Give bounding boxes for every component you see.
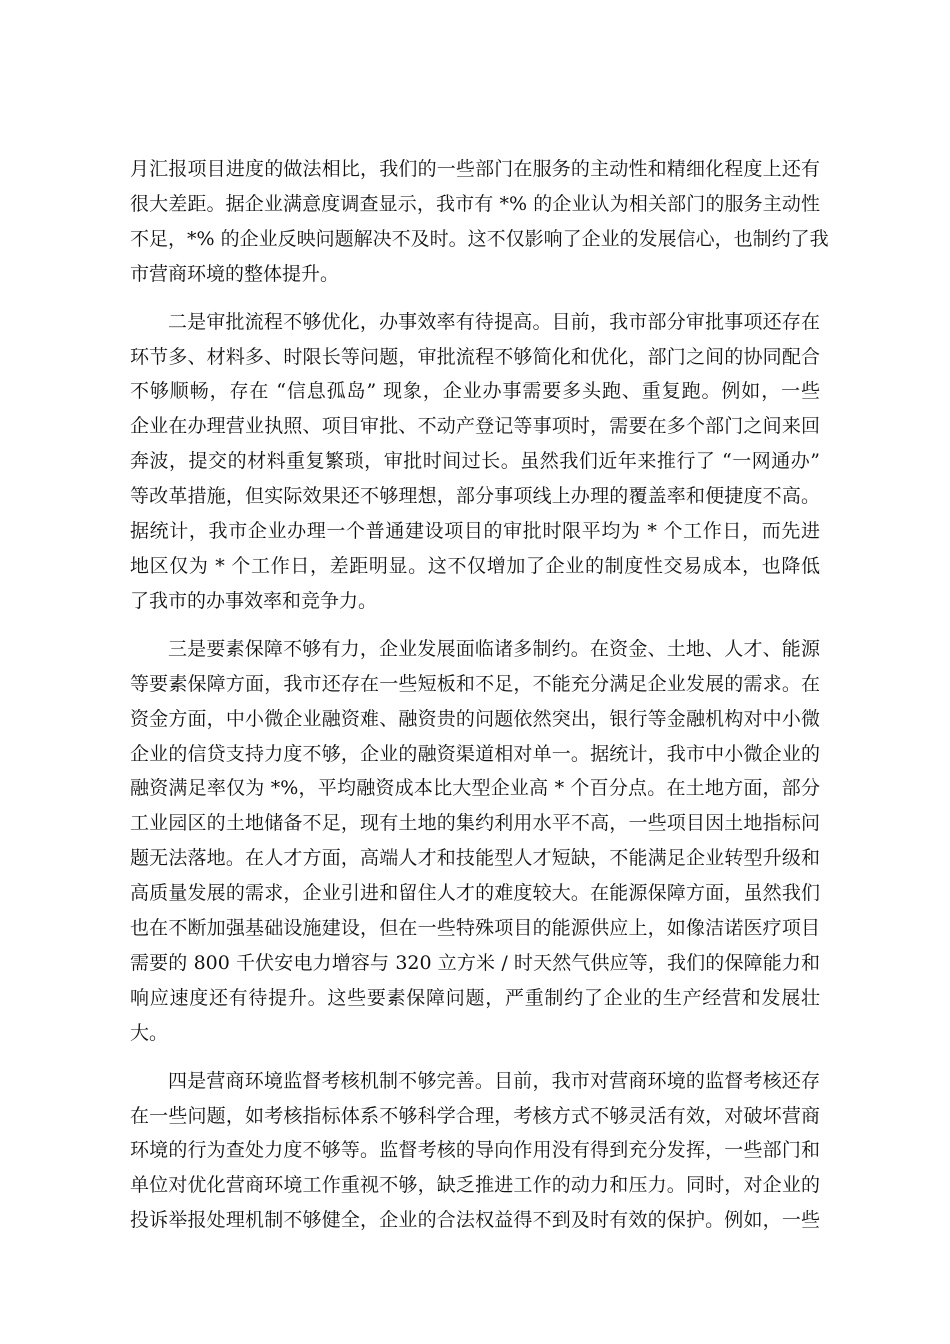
text-line: 月汇报项目进度的做法相比，我们的一些部门在服务的主动性和精细化程度上还有 [130, 158, 820, 180]
text-line: 了我市的办事效率和竞争力。 [130, 589, 378, 612]
text-line: 融资满足率仅为 *%，平均融资成本比大型企业高 * 个百分点。在土地方面，部分 [130, 777, 820, 800]
text-line: 据统计，我市企业办理一个普通建设项目的审批时限平均为 * 个工作日，而先进 [130, 520, 820, 543]
text-line: 企业的信贷支持力度不够，企业的融资渠道相对单一。据统计，我市中小微企业的 [130, 742, 820, 765]
text-line: 大。 [130, 1021, 169, 1044]
text-line: 不够顺畅，存在 “信息孤岛” 现象，企业办事需要多头跑、重复跑。例如，一些 [130, 380, 820, 403]
paragraph [130, 305, 820, 619]
paragraph [130, 1064, 820, 1239]
text-line: 不足，*% 的企业反映问题解决不及时。这不仅影响了企业的发展信心，也制约了我 [130, 227, 829, 250]
text-line: 环节多、材料多、时限长等问题，审批流程不够简化和优化，部门之间的协同配合 [130, 345, 820, 368]
text-line: 很大差距。据企业满意度调查显示，我市有 *% 的企业认为相关部门的服务主动性 [130, 192, 820, 215]
text-line: 企业在办理营业执照、项目审批、不动产登记等事项时，需要在多个部门之间来回 [130, 415, 820, 438]
text-line: 地区仅为 * 个工作日，差距明显。这不仅增加了企业的制度性交易成本，也降低 [130, 554, 820, 577]
text-line: 单位对优化营商环境工作重视不够，缺乏推进工作的动力和压力。同时，对企业的 [130, 1174, 820, 1197]
text-line: 奔波，提交的材料重复繁琐，审批时间过长。虽然我们近年来推行了 “一网通办” [130, 450, 820, 473]
text-line: 资金方面，中小微企业融资难、融资贵的问题依然突出，银行等金融机构对中小微 [130, 707, 820, 730]
text-line: 环境的行为查处力度不够等。监督考核的导向作用没有得到充分发挥，一些部门和 [130, 1139, 820, 1162]
text-line: 需要的 800 千伏安电力增容与 320 立方米 / 时天然气供应等，我们的保障能力和 [130, 951, 820, 974]
text-line: 高质量发展的需求，企业引进和留住人才的难度较大。在能源保障方面，虽然我们 [130, 882, 820, 905]
text-line: 三是要素保障不够有力，企业发展面临诸多制约。在资金、土地、人才、能源 [168, 637, 820, 660]
text-line: 题无法落地。在人才方面，高端人才和技能型人才短缺，不能满足企业转型升级和 [130, 847, 820, 870]
text-line: 等要素保障方面，我市还存在一些短板和不足，不能充分满足企业发展的需求。在 [130, 672, 820, 695]
text-line: 四是营商环境监督考核机制不够完善。目前，我市对营商环境的监督考核还存 [168, 1069, 820, 1092]
text-line: 响应速度还有待提升。这些要素保障问题，严重制约了企业的生产经营和发展壮 [130, 986, 820, 1009]
text-line: 在一些问题，如考核指标体系不够科学合理，考核方式不够灵活有效，对破坏营商 [130, 1104, 820, 1127]
text-line: 投诉举报处理机制不够健全，企业的合法权益得不到及时有效的保护。例如，一些 [130, 1209, 820, 1232]
text-line: 市营商环境的整体提升。 [130, 262, 340, 285]
document-body [130, 152, 829, 1251]
paragraph [130, 152, 829, 292]
text-line: 等改革措施，但实际效果还不够理想，部分事项线上办理的覆盖率和便捷度不高。 [130, 485, 820, 508]
text-line: 工业园区的土地储备不足，现有土地的集约利用水平不高，一些项目因土地指标问 [130, 812, 820, 835]
text-line: 二是审批流程不够优化，办事效率有待提高。目前，我市部分审批事项还存在 [168, 310, 820, 333]
text-line: 也在不断加强基础设施建设，但在一些特殊项目的能源供应上，如像洁诺医疗项目 [130, 917, 820, 940]
paragraph [130, 632, 820, 1051]
